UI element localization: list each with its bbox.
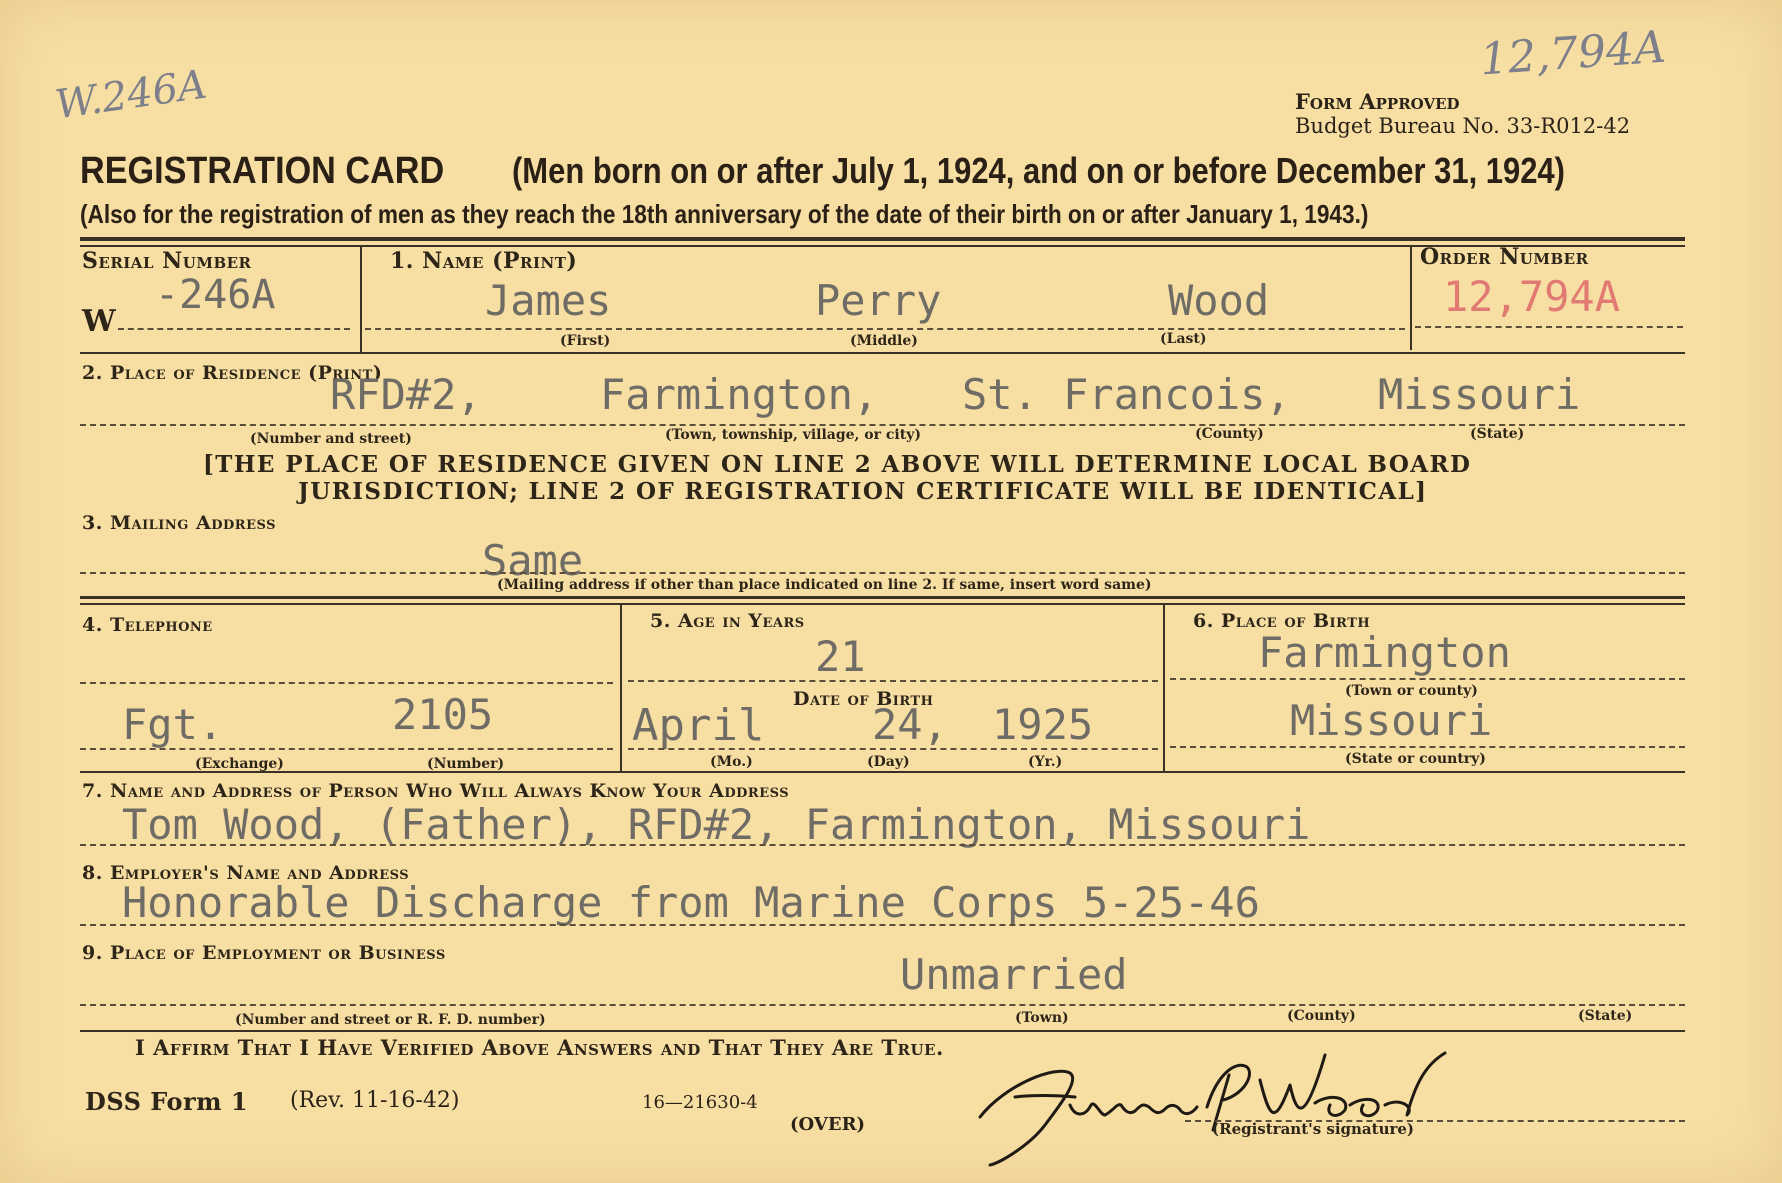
birthplace-town-underline (1170, 678, 1685, 680)
employment-value: Unmarried (900, 950, 1128, 999)
birthplace-town-caption: (Town or county) (1345, 683, 1478, 699)
residence-label: 2. Place of Residence (Print) (82, 362, 383, 384)
telephone-underline (80, 748, 613, 750)
mailing-caption: (Mailing address if other than place indicated on line 2. If same, insert word same) (497, 577, 1152, 593)
residence-state: Missouri (1378, 370, 1581, 419)
birthplace-label: 6. Place of Birth (1193, 610, 1371, 632)
employer-label: 8. Employer's Name and Address (82, 862, 410, 884)
serial-divider (360, 245, 362, 353)
rule-row3 (80, 596, 1685, 599)
signature-caption: (Registrant's signature) (1212, 1120, 1415, 1138)
name-middle-caption: (Middle) (850, 333, 918, 349)
serial-underline (118, 328, 350, 330)
residence-street: RFD#2, (330, 370, 482, 419)
rule-row4 (80, 771, 1685, 773)
order-value: 12,794A (1443, 272, 1621, 321)
residence-town-caption: (Town, township, village, or city) (665, 427, 921, 443)
employment-street-caption: (Number and street or R. F. D. number) (235, 1012, 546, 1028)
employment-county-caption: (County) (1287, 1008, 1356, 1024)
dob-year: 1925 (992, 700, 1094, 749)
order-underline (1415, 326, 1683, 328)
contact-label: 7. Name and Address of Person Who Will Always Know Your Address (82, 780, 790, 802)
mailing-underline (80, 572, 1685, 574)
form-approved (1295, 90, 1630, 138)
employer-value: Honorable Discharge from Marine Corps 5-25-46 (122, 878, 1260, 927)
rule-row3-thin (80, 603, 1685, 605)
residence-county-caption: (County) (1195, 426, 1264, 442)
name-last: Wood (1168, 276, 1270, 325)
form-revision: (Rev. 11-16-42) (290, 1088, 460, 1113)
annotation-top-left: W.246A (52, 61, 210, 129)
telephone-number-caption: (Number) (427, 756, 505, 772)
rule-row9 (80, 1030, 1685, 1032)
dob-month: April (632, 700, 765, 751)
birthplace-town: Farmington (1258, 628, 1511, 677)
registrant-signature (945, 1045, 1505, 1170)
age-underline (628, 680, 1158, 682)
employment-state-caption: (State) (1578, 1008, 1633, 1024)
residence-underline (80, 424, 1685, 426)
dob-day-caption: (Day) (867, 754, 910, 770)
telephone-label: 4. Telephone (82, 614, 213, 636)
employment-town-caption: (Town) (1015, 1010, 1069, 1026)
form-approved-line2: Budget Bureau No. 33-R012-42 (1295, 114, 1631, 138)
contact-value: Tom Wood, (Father), RFD#2, Farmington, Missouri (122, 800, 1311, 849)
residence-notice-line2: JURISDICTION; LINE 2 OF REGISTRATION CERTIFICATE WILL BE IDENTICAL] (298, 478, 1428, 505)
telephone-number: 2105 (392, 690, 494, 739)
dob-month-caption: (Mo.) (710, 754, 753, 770)
card-eligibility-note: (Also for the registration of men as they reach the 18th anniversary of the date of their birth on or after January 1, 1943.) (80, 199, 1369, 229)
order-divider (1410, 245, 1412, 350)
telephone-exchange-caption: (Exchange) (195, 756, 284, 772)
age-value: 21 (815, 632, 866, 681)
contact-underline (80, 844, 1685, 846)
employment-label: 9. Place of Employment or Business (82, 942, 446, 964)
form-approved-line1: Form Approved (1295, 89, 1460, 114)
dob-label: Date of Birth (793, 688, 934, 710)
card-subtitle: (Men born on or after July 1, 1924, and on or before December 31, 1924) (512, 150, 1565, 191)
employment-underline (80, 1004, 1685, 1006)
mailing-value: Same (482, 536, 584, 585)
birthplace-state-caption: (State or country) (1345, 751, 1486, 767)
residence-county: St. Francois, (962, 370, 1291, 419)
birthplace-state: Missouri (1290, 696, 1493, 745)
annotation-top-right: 12,794A (1478, 21, 1668, 86)
name-last-caption: (Last) (1160, 331, 1207, 347)
age-label: 5. Age in Years (650, 610, 805, 632)
over-note: (OVER) (790, 1114, 866, 1135)
employer-underline (80, 924, 1685, 926)
residence-town: Farmington, (600, 370, 879, 419)
residence-street-caption: (Number and street) (250, 431, 412, 447)
serial-value: -246A (155, 272, 276, 318)
serial-label: Serial Number (82, 248, 252, 274)
order-label: Order Number (1420, 244, 1589, 270)
rule-row1 (80, 352, 1685, 354)
print-code: 16—21630-4 (642, 1092, 758, 1113)
mailing-label: 3. Mailing Address (82, 512, 276, 534)
name-underline (365, 328, 1405, 330)
birthplace-state-underline (1170, 746, 1685, 748)
dob-underline (628, 748, 1158, 750)
name-label: 1. Name (Print) (390, 248, 578, 274)
serial-prefix: W (82, 304, 117, 339)
telephone-mid-line (80, 682, 613, 684)
affirmation: I Affirm That I Have Verified Above Answers and That They Are True. (135, 1035, 944, 1060)
telephone-exchange: Fgt. (122, 700, 224, 749)
card-title: REGISTRATION CARD (80, 150, 445, 192)
telephone-divider (620, 603, 622, 771)
rule-top (80, 237, 1685, 241)
name-first: James (485, 276, 612, 325)
dob-year-caption: (Yr.) (1028, 754, 1063, 770)
age-divider (1163, 603, 1165, 771)
dob-day: 24, (872, 700, 948, 749)
form-number: DSS Form 1 (85, 1087, 249, 1116)
name-first-caption: (First) (560, 333, 611, 349)
residence-notice-line1: [THE PLACE OF RESIDENCE GIVEN ON LINE 2 ABOVE WILL DETERMINE LOCAL BOARD (203, 451, 1472, 478)
residence-state-caption: (State) (1470, 426, 1525, 442)
name-middle: Perry (815, 276, 942, 325)
